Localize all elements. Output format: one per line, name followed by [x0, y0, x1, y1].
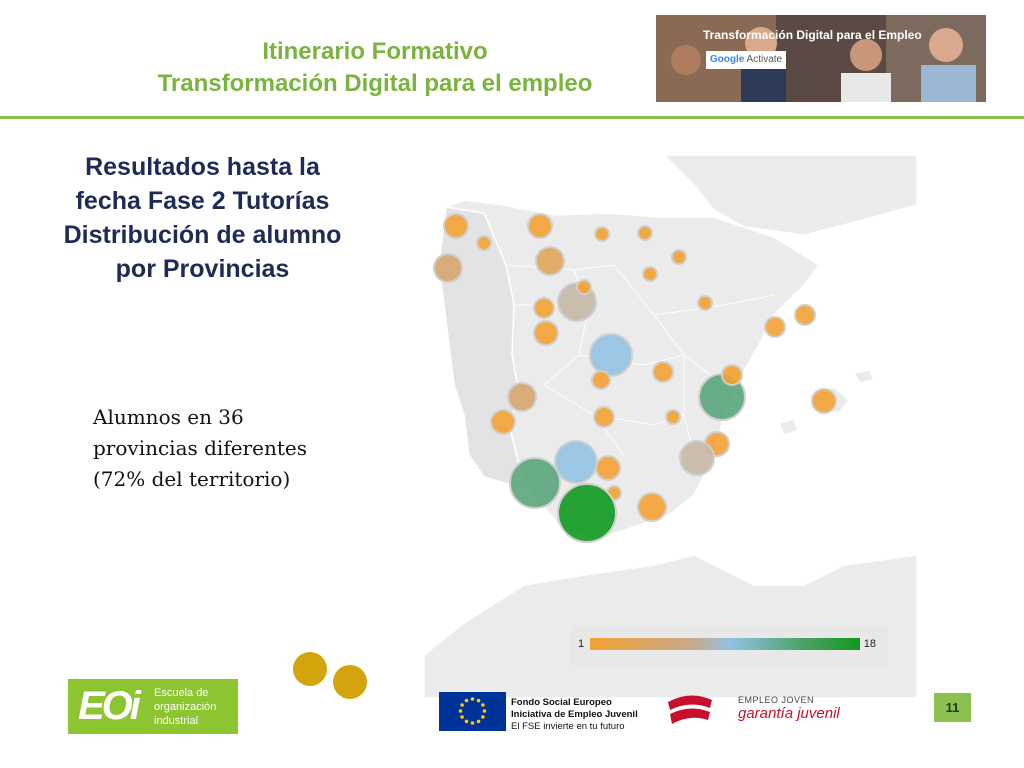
- google-word: Google: [709, 54, 745, 65]
- province-bubble: [590, 334, 632, 376]
- province-bubble: [722, 365, 742, 385]
- province-bubble: [765, 317, 785, 337]
- province-bubble: [812, 389, 836, 413]
- province-bubble: [638, 226, 652, 240]
- eoi-line-2: organización: [154, 701, 217, 713]
- header-divider: [0, 116, 1024, 119]
- gj-line-2: garantía juvenil: [738, 705, 840, 722]
- eoi-logo: [68, 679, 238, 734]
- decorative-gold-dot: [293, 652, 327, 686]
- summary-text: [93, 402, 393, 495]
- decorative-gold-dot: [333, 665, 367, 699]
- fse-line-1: Fondo Social Europeo: [511, 697, 612, 708]
- province-bubble: [577, 280, 591, 294]
- eoi-line-1: Escuela de: [154, 687, 209, 699]
- province-bubble: [491, 410, 515, 434]
- legend-max-label: 18: [863, 638, 876, 650]
- title-line-2: Transformación Digital para el empleo: [157, 70, 593, 97]
- garantia-juvenil-logo-icon: [666, 690, 714, 730]
- fse-text-block: [511, 697, 638, 733]
- province-bubble: [534, 321, 558, 345]
- province-bubble: [638, 493, 666, 521]
- province-bubble: [698, 296, 712, 310]
- legend-min-label: 1: [578, 638, 585, 650]
- fse-line-3: El FSE invierte en tu futuro: [511, 721, 625, 732]
- province-bubble: [444, 214, 468, 238]
- eoi-logo-text: [154, 686, 216, 728]
- province-bubble: [653, 362, 673, 382]
- summary-line-3: (72% del territorio): [93, 467, 291, 491]
- province-bubble: [536, 247, 564, 275]
- page-number: 11: [934, 693, 971, 722]
- province-bubble: [508, 383, 536, 411]
- province-bubble: [680, 441, 714, 475]
- province-bubble: [592, 371, 610, 389]
- province-bubble: [643, 267, 657, 281]
- province-bubble: [528, 214, 552, 238]
- map-color-legend: [570, 626, 888, 666]
- eu-flag-icon: [439, 692, 506, 731]
- spain-bubble-map: [424, 155, 917, 698]
- province-bubble: [594, 407, 614, 427]
- province-bubble: [534, 298, 554, 318]
- activate-word: Activate: [746, 54, 783, 65]
- province-bubble: [666, 410, 680, 424]
- province-bubble: [596, 456, 620, 480]
- province-bubble: [477, 236, 491, 250]
- header-photo-banner: [656, 15, 986, 102]
- province-bubble: [672, 250, 686, 264]
- province-bubble: [510, 458, 560, 508]
- garantia-juvenil-text: [738, 695, 840, 723]
- fse-line-2: Iniciativa de Empleo Juvenil: [511, 709, 638, 720]
- photo-caption: Transformación Digital para el Empleo: [703, 28, 922, 42]
- province-bubble: [595, 227, 609, 241]
- section-title-line-1: Resultados hasta la: [85, 153, 320, 181]
- province-bubble: [434, 254, 462, 282]
- section-title: [30, 150, 375, 286]
- province-bubble: [795, 305, 815, 325]
- summary-line-2: provincias diferentes: [93, 436, 307, 460]
- summary-line-1: Alumnos en 36: [93, 405, 244, 429]
- province-bubble: [555, 441, 597, 483]
- section-title-line-4: por Provincias: [115, 255, 290, 283]
- google-activate-badge: [706, 51, 786, 69]
- eoi-logo-letters: EOi: [78, 684, 138, 728]
- section-title-line-2: fecha Fase 2 Tutorías: [75, 187, 330, 215]
- province-bubble: [558, 484, 616, 542]
- title-line-1: Itinerario Formativo: [262, 38, 488, 65]
- gj-line-1: EMPLEO JOVEN: [738, 695, 815, 705]
- section-title-line-3: Distribución de alumno: [63, 221, 342, 249]
- eoi-line-3: industrial: [154, 715, 199, 727]
- presentation-title: [60, 36, 690, 100]
- legend-gradient-bar: [590, 638, 860, 650]
